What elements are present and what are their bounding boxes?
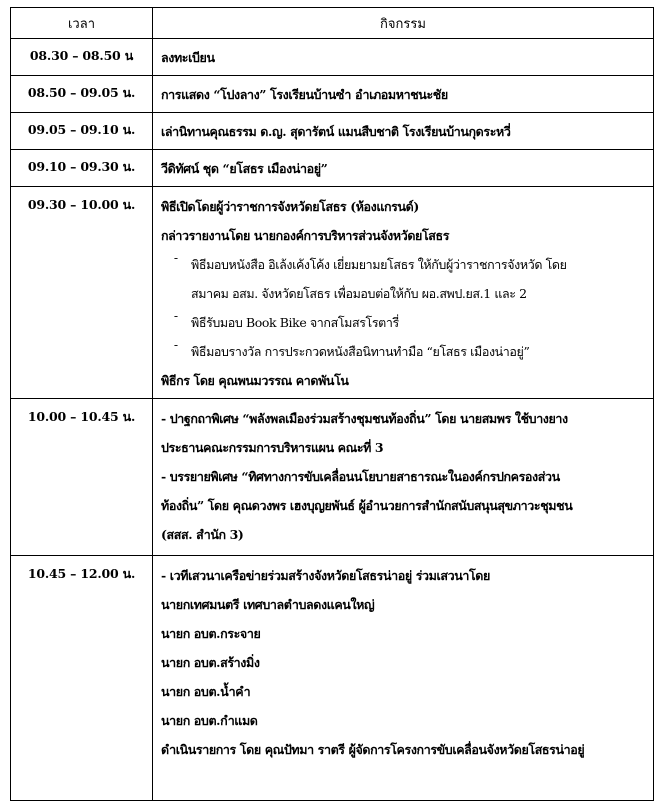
activity-line: ท้องถิ่น” โดย คุณดวงพร เฮงบุญยพันธ์ ผู้อำนวยการสำนักสนับสนุนสุขภาวะชุมชน [161,498,573,513]
table-row [11,76,654,113]
activity-line: ลงทะเบียน [161,49,215,65]
activity-line: นายก อบต.น้ำคำ [161,684,251,699]
activity-line: นายกเทศมนตรี เทศบาลตำบลดงแคนใหญ่ [161,597,375,612]
activity-line: ประธานคณะกรรมการบริหารแผน คณะที่ 3 [161,440,384,455]
activity-line: พิธีกร โดย คุณพนมวรรณ คาดพันโน [161,373,349,388]
table-row [11,150,654,187]
activity-line: วีดิทัศน์ ชุด “ยโสธร เมืองน่าอยู่” [161,160,328,176]
table-row [11,187,654,399]
bullet-text: พิธีมอบรางวัล การประกวดหนังสือนิทานทำมือ “ยโสธร เมืองน่าอยู่” [191,344,530,359]
bullet-item [161,308,647,337]
bullet-continuation [161,279,647,308]
bullet-dash: - [173,337,179,352]
time-cell: 10.00 – 10.45 น. [11,399,153,556]
activity-cell [153,76,654,113]
activity-line: พิธีเปิดโดยผู้ว่าราชการจังหวัดยโสธร (ห้องแกรนด์) [161,199,419,214]
activity-line: - บรรยายพิเศษ “ทิศทางการขับเคลื่อนนโยบายสาธารณะในองค์กรปกครองส่วน [161,469,560,484]
activity-line: นายก อบต.กำแมด [161,713,258,728]
bullet-item [161,250,647,279]
table-row [11,399,654,556]
time-cell: 08.50 – 09.05 น. [11,76,153,113]
table-header-row [11,8,654,39]
time-cell: 09.30 – 10.00 น. [11,187,153,399]
table-row [11,113,654,150]
time-cell: 09.05 – 09.10 น. [11,113,153,150]
time-cell: 08.30 – 08.50 น [11,39,153,76]
activity-line: การแสดง “โปงลาง” โรงเรียนบ้านซำ อำเภอมหาชนะชัย [161,86,448,102]
activity-cell [153,113,654,150]
activity-line: นายก อบต.กระจาย [161,626,261,641]
header-activity: กิจกรรม [153,8,654,39]
schedule-table [10,7,654,801]
activity-line: นายก อบต.สร้างมิ่ง [161,655,260,670]
activity-line: ดำเนินรายการ โดย คุณปัทมา ราตรี ผู้จัดการโครงการขับเคลื่อนจังหวัดยโสธรน่าอยู่ [161,742,585,757]
activity-cell [153,39,654,76]
bullet-text: สมาคม อสม. จังหวัดยโสธร เพื่อมอบต่อให้กับ ผอ.สพป.ยส.1 และ 2 [191,286,527,301]
activity-cell [153,399,654,556]
bullet-text: พิธีรับมอบ Book Bike จากสโมสรโรตารี่ [191,315,399,330]
header-time: เวลา [11,8,153,39]
time-cell: 09.10 – 09.30 น. [11,150,153,187]
activity-cell [153,187,654,399]
table-row [11,39,654,76]
table-row [11,556,654,801]
bullet-dash: - [173,308,179,323]
activity-line: - ปาฐกถาพิเศษ “พลังพลเมืองร่วมสร้างชุมชนท้องถิ่น” โดย นายสมพร ใช้บางยาง [161,411,568,426]
activity-cell [153,556,654,801]
time-cell: 10.45 – 12.00 น. [11,556,153,801]
bullet-dash: - [173,250,179,265]
activity-line: (สสส. สำนัก 3) [161,527,244,542]
activity-line: - เวทีเสวนาเครือข่ายร่วมสร้างจังหวัดยโสธรน่าอยู่ ร่วมเสวนาโดย [161,568,490,583]
bullet-text: พิธีมอบหนังสือ อิเล้งเค้งโค้ง เยี่ยมยามยโสธร ให้กับผู้ว่าราชการจังหวัด โดย [191,257,567,272]
activity-cell [153,150,654,187]
bullet-item [161,337,647,366]
activity-line: กล่าวรายงานโดย นายกองค์การบริหารส่วนจังหวัดยโสธร [161,228,450,243]
activity-line: เล่านิทานคุณธรรม ด.ญ. สุดารัตน์ แมนสืบชาติ โรงเรียนบ้านกุดระหวี่ [161,123,511,139]
